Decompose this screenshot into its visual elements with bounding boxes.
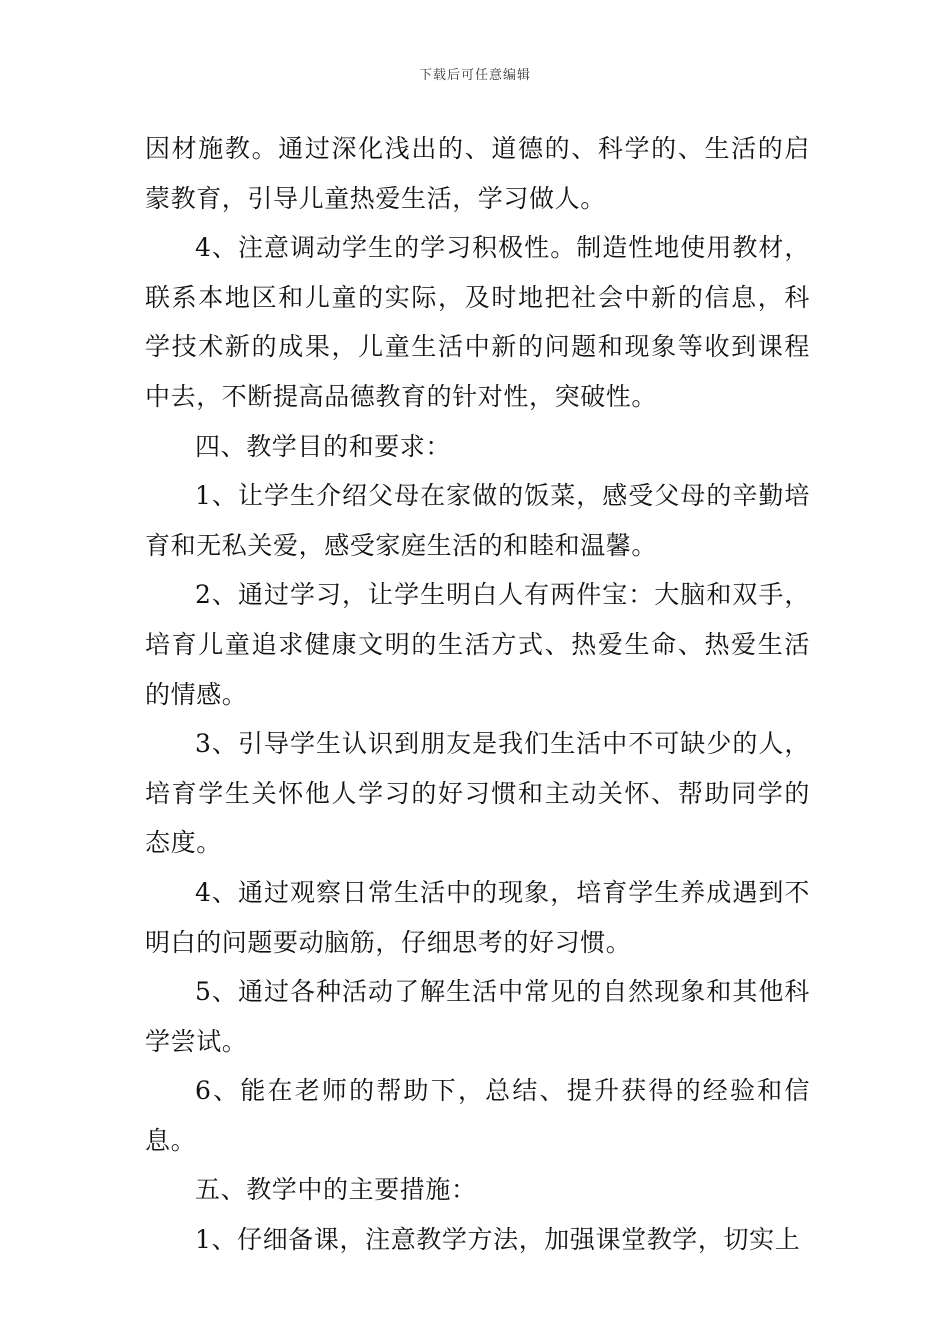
paragraph-measure-1: 1、仔细备课，注意教学方法，加强课堂教学，切实上	[195, 1225, 801, 1255]
paragraph-objective-1: 1、让学生介绍父母在家做的饭菜，感受父母的辛勤培育和无私关爱，感受家庭生活的和睦和温馨。	[145, 481, 810, 560]
paragraph-objective-2: 2、通过学习，让学生明白人有两件宝：大脑和双手，培育儿童追求健康文明的生活方式、热爱生命、热爱生活的情感。	[145, 580, 810, 709]
section-heading-measures: 五、教学中的主要措施：	[195, 1175, 477, 1205]
paragraph-item-4-engagement: 4、注意调动学生的学习积极性。制造性地使用教材，联系本地区和儿童的实际，及时地把社会中新的信息，科学技术新的成果，儿童生活中新的问题和现象等收到课程中去，不断提高品德教育的针对性，突破性。	[145, 233, 810, 411]
document-body	[145, 124, 810, 1265]
page-header: 下载后可任意编辑	[418, 68, 531, 83]
paragraph-continuation: 因材施教。通过深化浅出的、道德的、科学的、生活的启蒙教育，引导儿童热爱生活，学习做人。	[145, 134, 810, 213]
section-heading-objectives: 四、教学目的和要求：	[195, 431, 452, 461]
paragraph-objective-4: 4、通过观察日常生活中的现象，培育学生养成遇到不明白的问题要动脑筋，仔细思考的好习惯。	[145, 877, 810, 957]
paragraph-objective-6: 6、能在老师的帮助下，总结、提升获得的经验和信息。	[145, 1076, 810, 1155]
paragraph-objective-5: 5、通过各种活动了解生活中常见的自然现象和其他科学尝试。	[145, 977, 810, 1056]
paragraph-objective-3: 3、引导学生认识到朋友是我们生活中不可缺少的人，培育学生关怀他人学习的好习惯和主动关怀、帮助同学的态度。	[145, 729, 810, 858]
